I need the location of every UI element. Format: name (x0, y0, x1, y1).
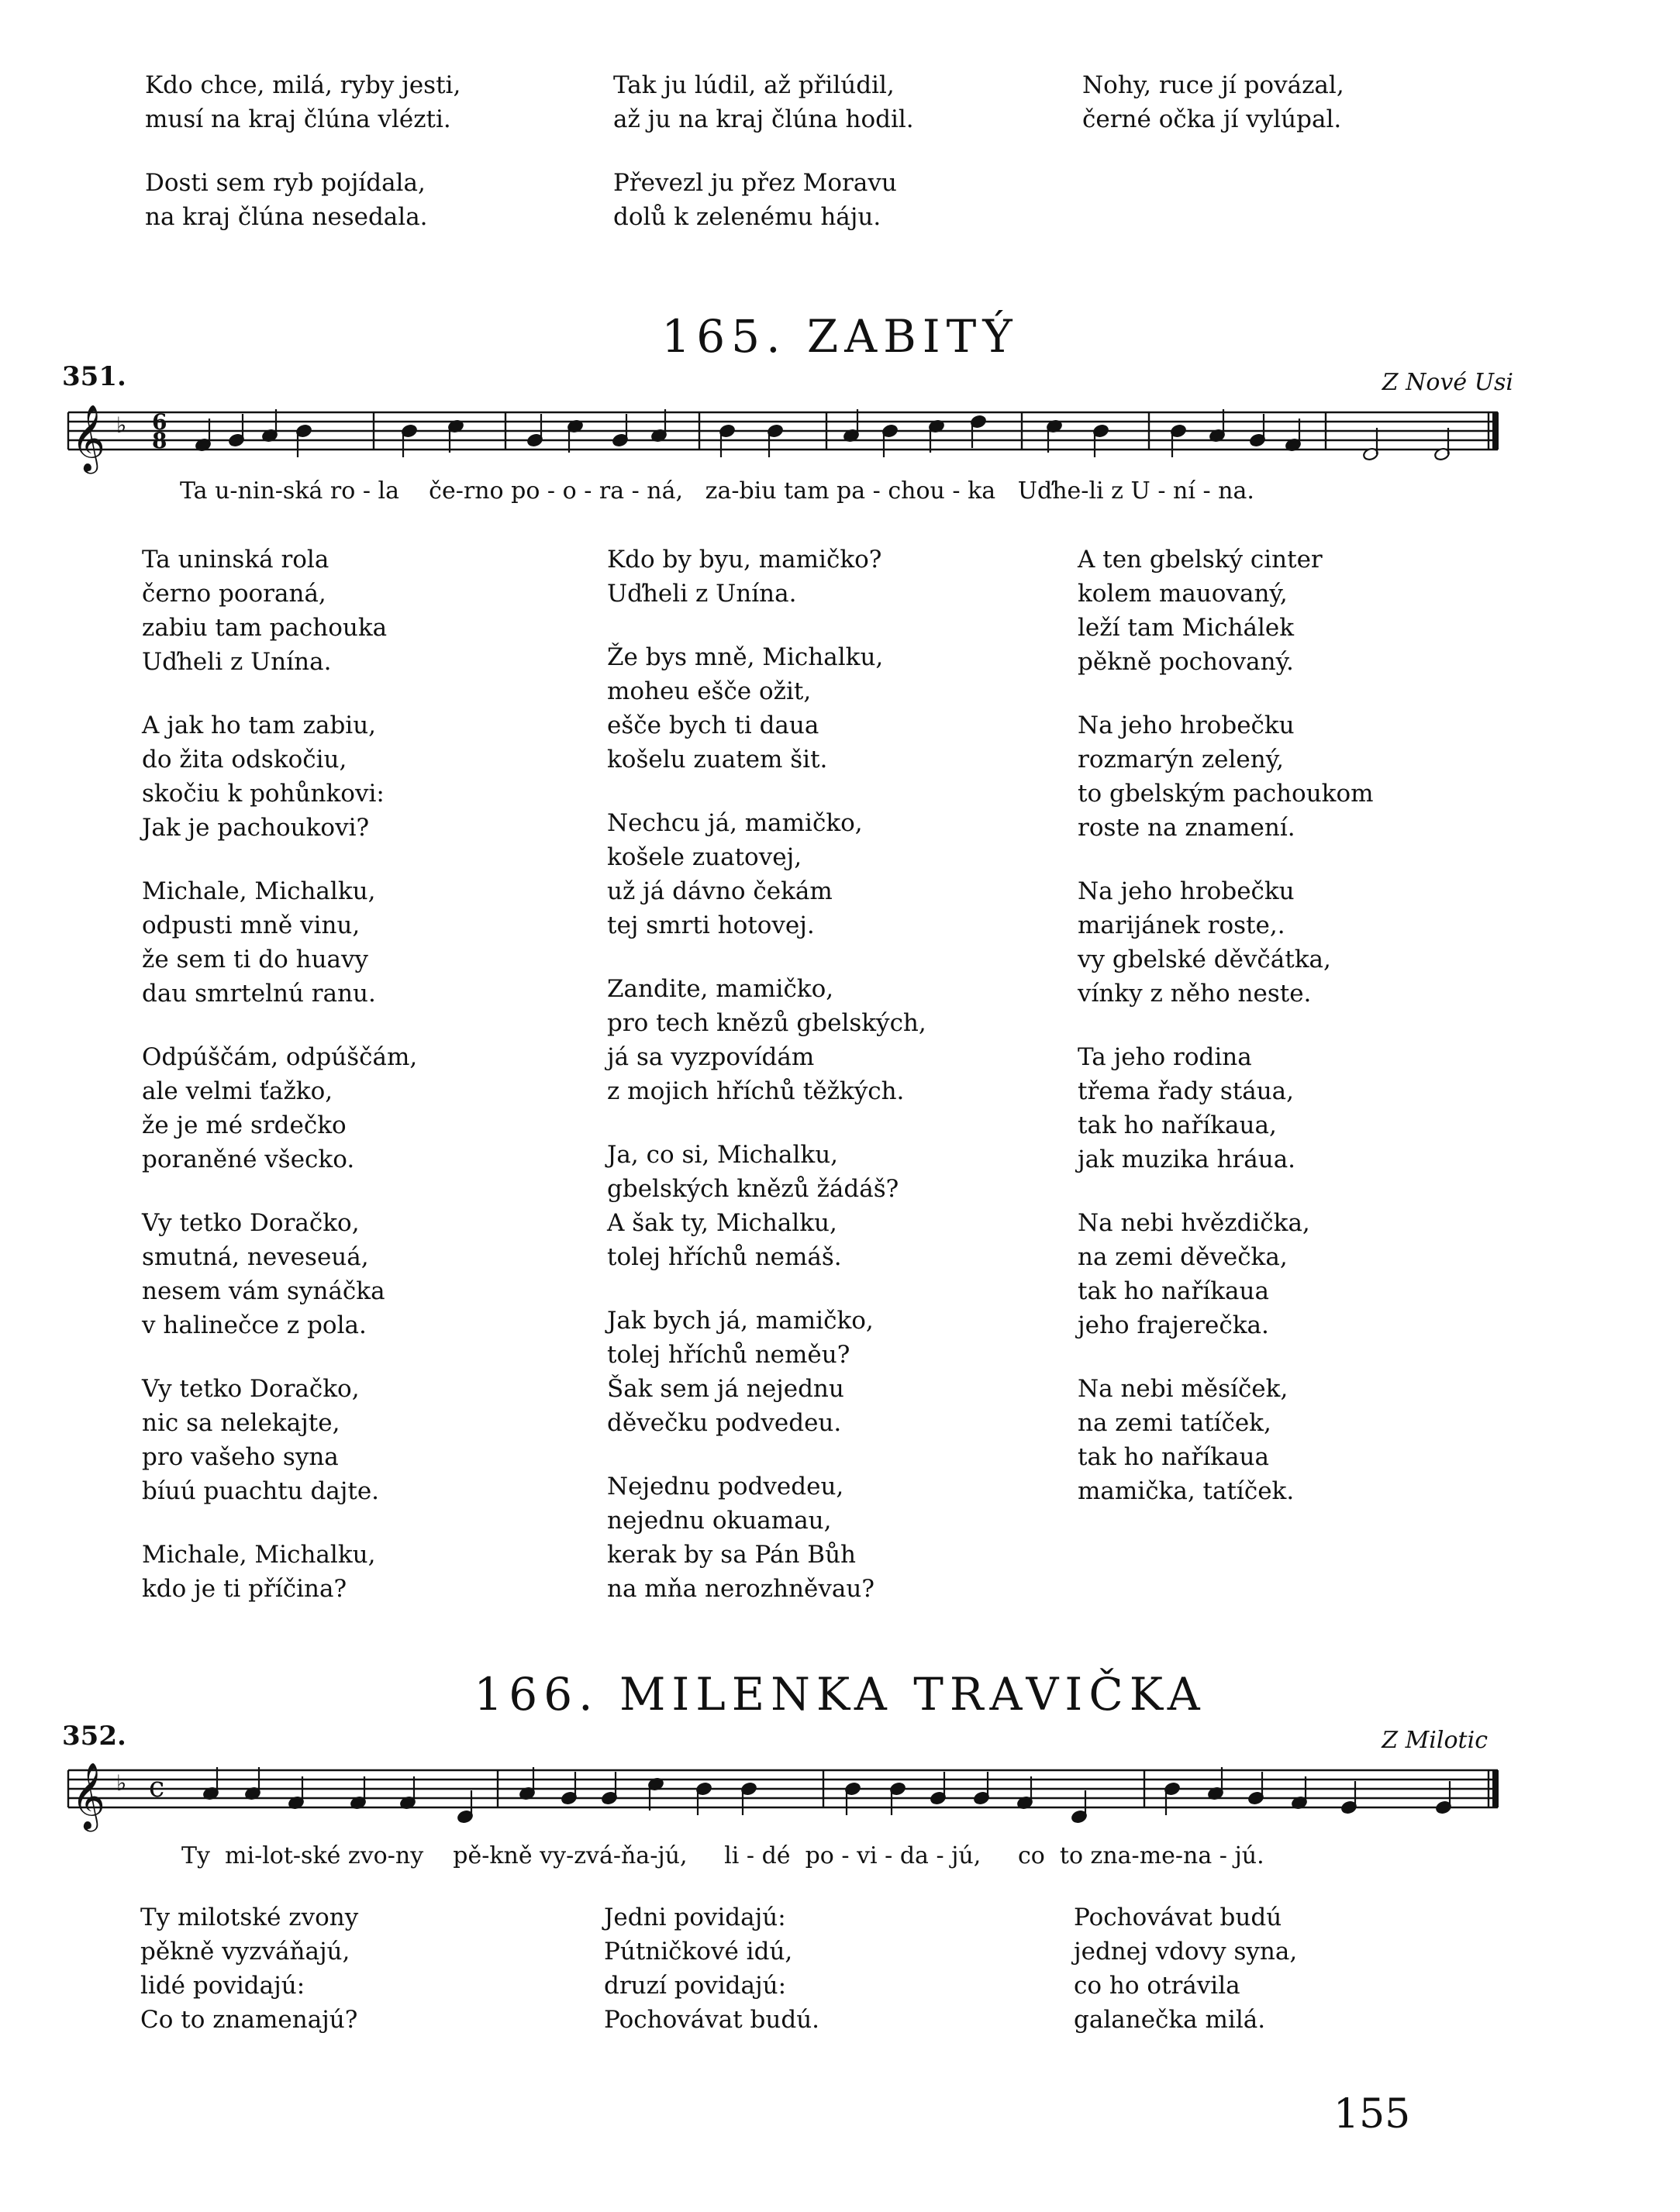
stanza (142, 1538, 417, 1606)
stanza (607, 543, 926, 611)
stanza-line: Uďheli z Unína. (142, 648, 332, 676)
page-number: 155 (1333, 2091, 1411, 2138)
stanza-line: Co to znamenajú? (140, 2006, 358, 2034)
stanza (607, 640, 926, 777)
stanza-line: v halinečce z pola. (142, 1311, 367, 1339)
stanza (142, 543, 417, 679)
stanza-line: Nohy, ruce jí povázal, (1082, 71, 1344, 99)
stanza-line: poraněné všecko. (142, 1146, 355, 1173)
song-title: 166. MILENKA TRAVIČKA (474, 1668, 1206, 1721)
stanza-line: Tak ju lúdil, až přilúdil, (613, 71, 895, 99)
song165-stanzas-col3 (1078, 543, 1374, 1538)
stanza-line: tak ho naříkaua (1078, 1443, 1269, 1471)
stanza-line: A ten gbelský cinter (1078, 546, 1323, 574)
song-number: 351. (62, 361, 126, 392)
stanza-line: Šak sem já nejednu (607, 1375, 844, 1403)
stanza-line: tolej hříchů neměu? (607, 1341, 850, 1369)
stanza-line: Na jeho hrobečku (1078, 877, 1295, 905)
stanza-line: tak ho naříkaua, (1078, 1111, 1277, 1139)
song-origin: Z Milotic (1382, 1727, 1488, 1754)
stanza-line: gbelských knězů žádáš? (607, 1175, 899, 1203)
stanza-line: do žita odskočiu, (142, 746, 347, 774)
song166-stanzas-col2 (604, 1900, 819, 2066)
stanza (604, 1900, 819, 2037)
stanza-line: co ho otrávila (1074, 1972, 1240, 2000)
stanza-line: skočiu k pohůnkovi: (142, 780, 385, 808)
stanza-line: dau smrtelnú ranu. (142, 980, 376, 1008)
top-stanzas-col2 (613, 68, 914, 264)
stanza-line: Vy tetko Doračko, (142, 1375, 360, 1403)
stanza (1078, 1206, 1374, 1342)
stanza-line: druzí povidajú: (604, 1972, 787, 2000)
stanza-line: já sa vyzpovídám (607, 1043, 815, 1071)
song166-stanzas-col1 (140, 1900, 358, 2066)
stanza-line: jednej vdovy syna, (1074, 1938, 1298, 1966)
stanza-line: bíuú puachtu dajte. (142, 1477, 380, 1505)
stanza (142, 1040, 417, 1177)
stanza-line: na kraj člúna nesedala. (145, 203, 428, 231)
time-signature-top: 6 (152, 409, 167, 435)
stanza (145, 68, 461, 136)
stanza-line: že je mé srdečko (142, 1111, 347, 1139)
stanza-line: Odpúščám, odpúščám, (142, 1043, 418, 1071)
stanza-line: Zandite, mamičko, (607, 975, 834, 1003)
stanza-line: na zemi děvečka, (1078, 1243, 1288, 1271)
stanza-line: pěkně pochovaný. (1078, 648, 1294, 676)
stanza-line: vy gbelské děvčátka, (1078, 946, 1331, 973)
stanza (142, 1206, 417, 1342)
top-stanzas-col1 (145, 68, 461, 264)
stanza-line: ale velmi ťažko, (142, 1077, 333, 1105)
stanza-line: černo pooraná, (142, 580, 326, 608)
stanza (607, 806, 926, 942)
stanza-line: Dosti sem ryb pojídala, (145, 169, 426, 197)
stanza-line: že sem ti do huavy (142, 946, 369, 973)
stanza-line: Ja, co si, Michalku, (607, 1141, 839, 1169)
stanza-line: až ju na kraj člúna hodil. (613, 105, 914, 133)
stanza-line: kerak by sa Pán Bůh (607, 1541, 857, 1569)
stanza-line: Michale, Michalku, (142, 877, 376, 905)
stanza-line: Kdo by byu, mamičko? (607, 546, 882, 574)
stanza (1078, 708, 1374, 845)
svg-text:♭: ♭ (116, 412, 127, 438)
stanza-line: A šak ty, Michalku, (607, 1209, 837, 1237)
stanza-line: Jedni povidajú: (604, 1904, 786, 1931)
stanza-line: ešče bych ti daua (607, 711, 819, 739)
stanza-line: mamička, tatíček. (1078, 1477, 1295, 1505)
stanza-line: Nechcu já, mamičko, (607, 809, 863, 837)
stanza (1078, 543, 1374, 679)
song165-stanzas-col1 (142, 543, 417, 1635)
stanza-line: dolů k zelenému háju. (613, 203, 881, 231)
song-lyrics-line: Ty mi-lot-ské zvo-ny pě-kně vy-zvá-ňa-jú, li - dé po - vi - da - jú, co to zna-me-na - jú. (181, 1842, 1264, 1869)
stanza (142, 708, 417, 845)
stanza-line: děvečku podvedeu. (607, 1409, 842, 1437)
song165-stanzas-col2 (607, 543, 926, 1635)
song-lyrics-line: Ta u-nin-ská ro - la če-rno po - o - ra - ná, za-biu tam pa - chou - ka Uďhe-li z U - ní - na. (180, 477, 1254, 505)
stanza-line: odpusti mně vinu, (142, 911, 360, 939)
stanza-line: Na nebi měsíček, (1078, 1375, 1288, 1403)
song166-stanzas-col3 (1074, 1900, 1297, 2066)
stanza (607, 1304, 926, 1440)
stanza (607, 972, 926, 1108)
stanza-line: Michale, Michalku, (142, 1541, 376, 1569)
stanza-line: jak muzika hráua. (1078, 1146, 1296, 1173)
stanza (1078, 1040, 1374, 1177)
stanza-line: Nejednu podvedeu, (607, 1473, 844, 1501)
stanza-line: Na nebi hvězdička, (1078, 1209, 1310, 1237)
stanza-line: Ta uninská rola (142, 546, 329, 574)
stanza-line: marijánek roste,. (1078, 911, 1285, 939)
stanza-line: Na jeho hrobečku (1078, 711, 1295, 739)
stanza-line: Jak bych já, mamičko, (607, 1307, 874, 1335)
stanza-line: tolej hříchů nemáš. (607, 1243, 842, 1271)
stanza-line: tak ho naříkaua (1078, 1277, 1269, 1305)
stanza-line: jeho frajerečka. (1078, 1311, 1269, 1339)
stanza-line: černé očka jí vylúpal. (1082, 105, 1342, 133)
stanza (607, 1138, 926, 1274)
stanza-line: Ty milotské zvony (140, 1904, 359, 1931)
stanza-line: kdo je ti příčina? (142, 1575, 347, 1603)
stanza-line: Že bys mně, Michalku, (607, 643, 884, 671)
stanza-line: z mojich hříchů těžkých. (607, 1077, 905, 1105)
stanza (1074, 1900, 1297, 2037)
stanza (142, 874, 417, 1011)
stanza-line: A jak ho tam zabiu, (142, 711, 377, 739)
stanza-line: košele zuatovej, (607, 843, 802, 871)
svg-text:♭: ♭ (116, 1770, 127, 1796)
stanza-line: na zemi tatíček, (1078, 1409, 1271, 1437)
song-number: 352. (62, 1721, 126, 1752)
stanza-line: moheu ešče ožit, (607, 677, 812, 705)
stanza-line: Uďheli z Unína. (607, 580, 797, 608)
stanza-line: na mňa nerozhněvau? (607, 1575, 874, 1603)
stanza-line: Pútničkové idú, (604, 1938, 793, 1966)
music-staff (0, 1753, 1680, 1846)
stanza (607, 1469, 926, 1606)
song-title: 165. ZABITÝ (661, 310, 1019, 363)
stanza-line: roste na znamení. (1078, 814, 1295, 842)
treble-clef-icon: 𝄞 (71, 405, 105, 471)
stanza-line: pro tech knězů gbelských, (607, 1009, 926, 1037)
stanza-line: Vy tetko Doračko, (142, 1209, 360, 1237)
stanza (1082, 68, 1344, 136)
stanza-line: tej smrti hotovej. (607, 911, 815, 939)
stanza (613, 68, 914, 136)
stanza (140, 1900, 358, 2037)
stanza-line: leží tam Michálek (1078, 614, 1295, 642)
stanza-line: galanečka milá. (1074, 2006, 1266, 2034)
stanza-line: lidé povidajú: (140, 1972, 305, 2000)
stanza-line: Pochovávat budú (1074, 1904, 1282, 1931)
top-stanzas-col3 (1082, 68, 1344, 166)
stanza (142, 1372, 417, 1508)
stanza-line: pro vašeho syna (142, 1443, 339, 1471)
time-signature-bottom: 8 (152, 428, 167, 453)
stanza-line: Pochovávat budú. (604, 2006, 820, 2034)
stanza-line: košelu zuatem šit. (607, 746, 828, 774)
stanza-line: rozmarýn zelený, (1078, 746, 1284, 774)
stanza-line: kolem mauovaný, (1078, 580, 1288, 608)
stanza-line: nejednu okuamau, (607, 1507, 832, 1535)
treble-clef-icon: 𝄞 (71, 1762, 105, 1829)
song-origin: Z Nové Usi (1382, 369, 1513, 396)
stanza-line: vínky z něho neste. (1078, 980, 1312, 1008)
stanza-line: už já dávno čekám (607, 877, 833, 905)
stanza (145, 166, 461, 234)
stanza-line: třema řady stáua, (1078, 1077, 1295, 1105)
music-staff (0, 395, 1680, 481)
stanza-line: zabiu tam pachouka (142, 614, 388, 642)
stanza-line: nic sa nelekajte, (142, 1409, 340, 1437)
stanza-line: Jak je pachoukovi? (142, 814, 370, 842)
stanza-line: smutná, neveseuá, (142, 1243, 369, 1271)
stanza (1078, 874, 1374, 1011)
stanza-line: pěkně vyzváňajú, (140, 1938, 350, 1966)
stanza-line: nesem vám synáčka (142, 1277, 385, 1305)
stanza (1078, 1372, 1374, 1508)
stanza (613, 166, 914, 234)
stanza-line: Kdo chce, milá, ryby jesti, (145, 71, 461, 99)
stanza-line: Ta jeho rodina (1078, 1043, 1252, 1071)
time-signature: c (149, 1772, 165, 1804)
stanza-line: Převezl ju přez Moravu (613, 169, 897, 197)
stanza-line: musí na kraj člúna vlézti. (145, 105, 451, 133)
stanza-line: to gbelským pachoukom (1078, 780, 1374, 808)
